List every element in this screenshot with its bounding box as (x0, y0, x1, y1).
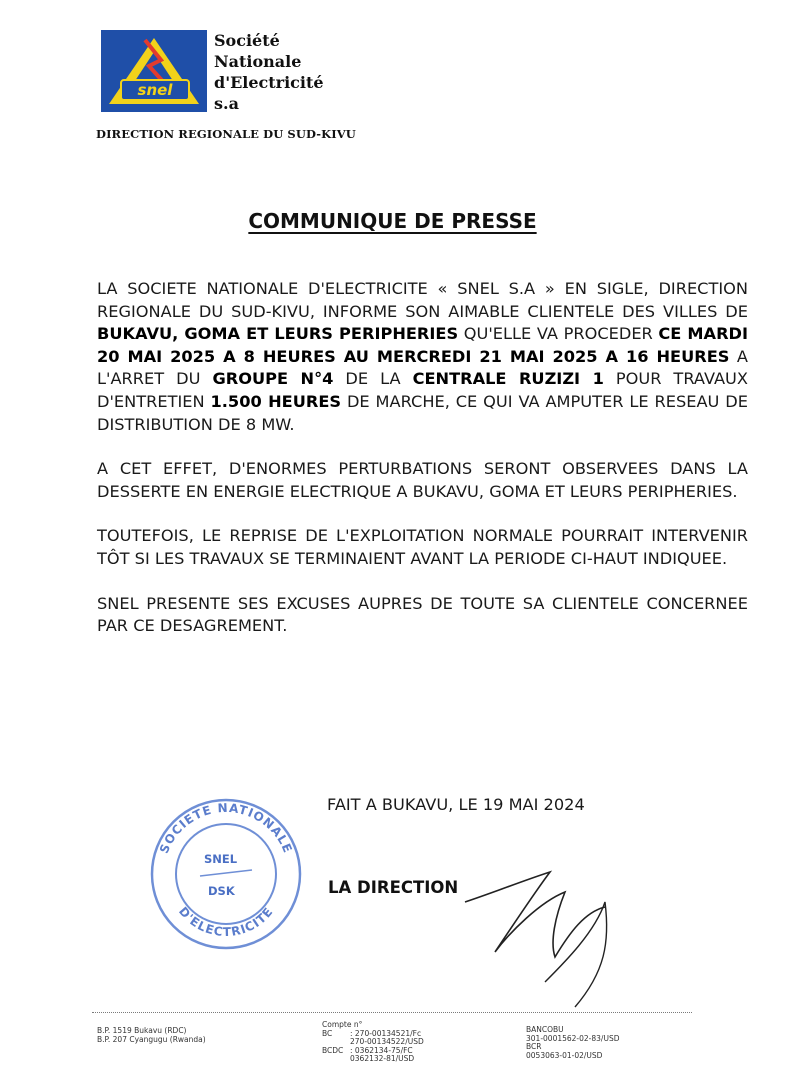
emphasized-text: GROUPE N°4 (212, 369, 334, 389)
account-number: : 270-00134521/Fc (350, 1028, 422, 1038)
paragraph-text: QU'ELLE VA PROCEDER (458, 324, 659, 344)
paragraph-text: DE LA (333, 369, 413, 389)
emphasized-text: CENTRALE RUZIZI 1 (412, 369, 604, 389)
signatory: LA DIRECTION (328, 878, 459, 897)
footer-address: B.P. 1519 Bukavu (RDC) (97, 1026, 187, 1035)
svg-text:SOCIETE NATIONALE (157, 801, 295, 856)
paragraph-text: LA SOCIETE NATIONALE D'ELECTRICITE « SNEL S.A » EN SIGLE, DIRECTION REGIONALE DU SUD-KIVU, INFORME SON AIMABLE CLIENTELE DES VILLES DE (97, 279, 748, 321)
emphasized-text: CE MARDI 20 MAI 2025 A 8 HEURES AU MERCREDI 21 MAI 2025 A 16 HEURES (97, 324, 748, 366)
body-paragraph (97, 278, 748, 436)
stamp-outer-text: SOCIETE NATIONALE (156, 800, 296, 856)
org-line: Nationale (214, 52, 302, 71)
account-bank: BC (322, 1028, 333, 1038)
organization-name (214, 30, 324, 114)
account-number: 0362132-81/USD (350, 1054, 415, 1063)
place-and-date: FAIT A BUKAVU, LE 19 MAI 2024 (327, 795, 585, 814)
org-line: Société (214, 31, 280, 50)
logo-text: snel (137, 81, 173, 99)
official-stamp (148, 796, 304, 952)
footer-address: B.P. 207 Cyangugu (Rwanda) (97, 1034, 206, 1044)
paragraph-text: POUR TRAVAUX D'ENTRETIEN (97, 369, 748, 411)
footer-bank-accounts (526, 1026, 619, 1060)
account-bank: BCDC (322, 1045, 344, 1055)
body-paragraph (97, 593, 748, 638)
document-title: COMMUNIQUE DE PRESSE (248, 209, 537, 233)
footer-divider (92, 1012, 692, 1013)
footer-accounts-title: Compte n° (322, 1020, 363, 1029)
body-paragraph (97, 525, 748, 570)
regional-direction: DIRECTION REGIONALE DU SUD-KIVU (96, 127, 356, 141)
handwritten-signature (455, 862, 635, 1012)
snel-logo (101, 30, 207, 112)
footer-accounts (322, 1021, 424, 1064)
footer-bank-line: BCR (526, 1042, 542, 1051)
paragraph-text: TOUTEFOIS, LE REPRISE DE L'EXPLOITATION NORMALE POURRAIT INTERVENIR TÔT SI LES TRAVAUX SE TERMINAIENT AVANT LA PERIODE CI-HAUT INDIQUEE. (97, 526, 748, 568)
org-line: d'Electricité (214, 73, 324, 92)
account-number: : 0362134-75/FC (350, 1045, 413, 1055)
stamp-center-bottom: DSK (208, 884, 235, 898)
footer-addresses (97, 1027, 206, 1044)
account-bank (322, 1055, 350, 1064)
footer-bank-line: 301-0001562-02-83/USD (526, 1033, 620, 1043)
account-number: 270-00134522/USD (350, 1037, 424, 1046)
org-line: s.a (214, 94, 239, 113)
document-body (97, 278, 748, 660)
body-paragraph (97, 458, 748, 503)
emphasized-text: 1.500 HEURES (210, 391, 342, 411)
svg-text:D'ELECTRICITE: D'ELECTRICITE (176, 904, 276, 940)
paragraph-text: A CET EFFET, D'ENORMES PERTURBATIONS SERONT OBSERVEES DANS LA DESSERTE EN ENERGIE ELECTRIQUE A BUKAVU, GOMA ET LEURS PERIPHERIES. (97, 459, 748, 501)
stamp-center-top: SNEL (204, 852, 238, 866)
paragraph-text: SNEL PRESENTE SES EXCUSES AUPRES DE TOUTE SA CLIENTELE CONCERNEE PAR CE DESAGREMENT. (97, 593, 748, 636)
footer-bank-line: BANCOBU (526, 1025, 564, 1034)
paragraph-text: A L'ARRET DU (97, 346, 748, 389)
emphasized-text: BUKAVU, GOMA ET LEURS PERIPHERIES (97, 324, 459, 344)
footer-bank-line: 0053063-01-02/USD (526, 1050, 603, 1060)
paragraph-text: DE MARCHE, CE QUI VA AMPUTER LE RESEAU DE DISTRIBUTION DE 8 MW. (97, 391, 748, 434)
